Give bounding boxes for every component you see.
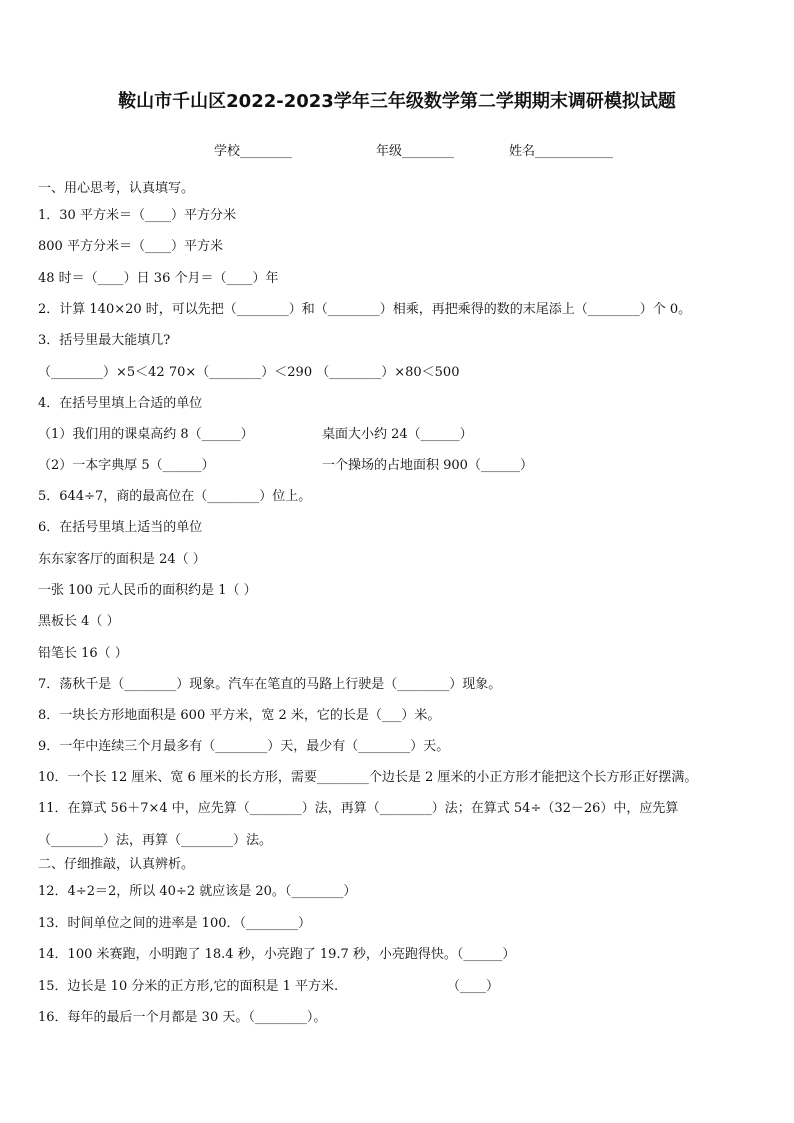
- question-1a: 1．30 平方米＝（____）平方分米: [38, 208, 236, 223]
- question-11a: 11．在算式 56＋7×4 中，应先算（________）法，再算（________）法；在算式 54÷（32－26）中，应先算: [38, 801, 679, 816]
- page-title: 鞍山市千山区2022-2023学年三年级数学第二学期期末调研模拟试题: [118, 91, 676, 112]
- question-10: 10．一个长 12 厘米、宽 6 厘米的长方形，需要________个边长是 2 厘米的小正方形才能把这个长方形正好摆满。: [38, 770, 698, 785]
- question-4-2a: （2）一本字典厚 5（______）: [38, 458, 215, 473]
- question-7: 7．荡秋千是（________）现象。汽车在笔直的马路上行驶是（________）现象。: [38, 677, 502, 692]
- question-13: 13．时间单位之间的进率是 100．（________）: [38, 916, 311, 931]
- school-field: 学校________: [214, 144, 293, 159]
- question-12: 12．4÷2＝2，所以 40÷2 就应该是 20。（________）: [38, 884, 357, 899]
- question-6b: 一张 100 元人民币的面积约是 1（ ）: [38, 583, 257, 598]
- section-heading-1: 一、用心思考，认真填写。: [38, 181, 195, 196]
- question-6a: 东东家客厅的面积是 24（ ）: [38, 552, 206, 567]
- question-1c: 48 时＝（____）日 36 个月＝（____）年: [38, 271, 279, 286]
- question-9: 9．一年中连续三个月最多有（________）天，最少有（________）天。: [38, 739, 450, 754]
- question-8: 8．一块长方形地面积是 600 平方米，宽 2 米，它的长是（___）米。: [38, 708, 441, 723]
- question-6d: 铅笔长 16（ ）: [38, 646, 128, 661]
- question-4: 4．在括号里填上合适的单位: [38, 396, 203, 411]
- question-14: 14．100 米赛跑，小明跑了 18.4 秒，小亮跑了 19.7 秒，小亮跑得快。（______）: [38, 947, 516, 962]
- question-16: 16．每年的最后一个月都是 30 天。（________）。: [38, 1010, 327, 1025]
- question-1b: 800 平方分米＝（____）平方米: [38, 239, 223, 254]
- question-15: 15．边长是 10 分米的正方形,它的面积是 1 平方米.: [38, 979, 339, 994]
- question-6: 6．在括号里填上适当的单位: [38, 520, 203, 535]
- question-5: 5．644÷7，商的最高位在（________）位上。: [38, 489, 312, 504]
- question-11b: （________）法，再算（________）法。: [38, 833, 273, 848]
- question-4-1b: 桌面大小约 24（______）: [322, 427, 473, 442]
- grade-field: 年级________: [376, 144, 455, 159]
- question-6c: 黑板长 4（ ）: [38, 614, 120, 629]
- name-field: 姓名____________: [509, 144, 614, 159]
- question-3-items: （________）×5＜42 70×（________）＜290 （________）×80＜500: [38, 365, 460, 380]
- question-3: 3．括号里最大能填几?: [38, 333, 171, 348]
- question-4-2b: 一个操场的占地面积 900（______）: [322, 458, 533, 473]
- section-heading-2: 二、仔细推敲，认真辨析。: [38, 857, 195, 872]
- question-15-answer: （____）: [447, 979, 500, 994]
- question-2: 2．计算 140×20 时，可以先把（________）和（________）相乘，再把乘得的数的末尾添上（________）个 0。: [38, 302, 692, 317]
- question-4-1a: （1）我们用的课桌高约 8（______）: [38, 427, 254, 442]
